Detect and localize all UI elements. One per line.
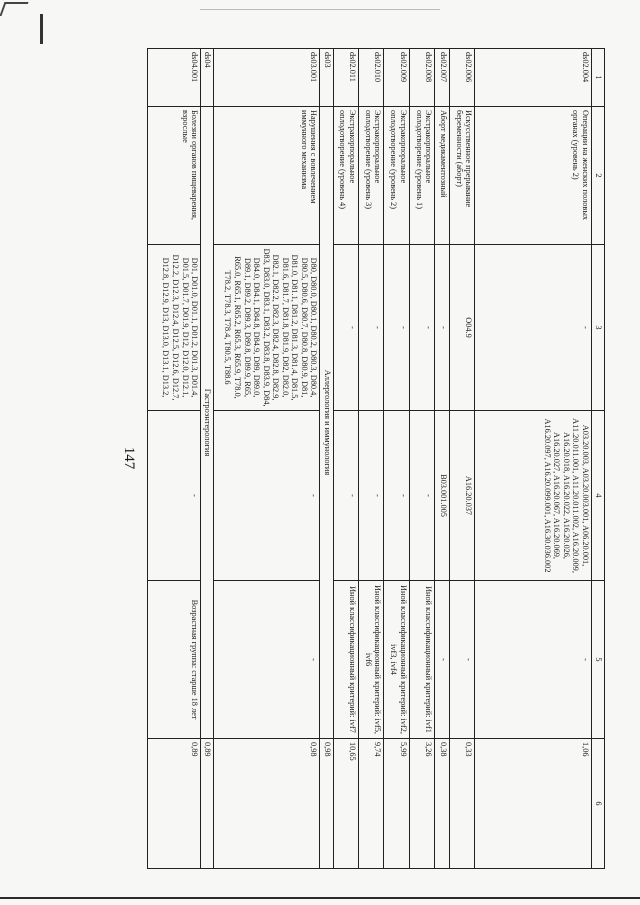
row-services: -: [214, 411, 320, 581]
row-code: ds02.009: [384, 49, 409, 107]
row-services: A16.20.037: [450, 411, 475, 581]
row-code: ds03.001: [214, 49, 320, 107]
row-diagnosis: O04.9: [450, 245, 475, 411]
row-coefficient: 0,33: [450, 739, 475, 869]
row-coefficient: 3,26: [409, 739, 434, 869]
row-code: ds02.008: [409, 49, 434, 107]
row-name: Операции на женских половых органах (уровень 2): [475, 107, 592, 245]
table-row: [214, 49, 320, 869]
row-diagnosis: -: [358, 245, 383, 411]
table-row: [333, 49, 358, 869]
page-number: 147: [121, 446, 137, 470]
column-header: 6: [592, 739, 605, 869]
row-coefficient: 9,74: [358, 739, 383, 869]
section-coefficient: 0,98: [320, 739, 333, 869]
row-services: -: [384, 411, 409, 581]
row-other-criteria: Иной классификационный критерий: ivf2, ivf3, ivf4: [384, 581, 409, 739]
row-other-criteria: -: [450, 581, 475, 739]
row-coefficient: 0,89: [148, 739, 201, 869]
section-row: [320, 49, 333, 869]
column-header: 2: [592, 107, 605, 245]
row-code: ds02.007: [435, 49, 450, 107]
section-title: Аллергология и иммунология: [320, 107, 333, 739]
row-code: ds04.001: [148, 49, 201, 107]
section-code: ds04: [201, 49, 214, 107]
row-diagnosis: -: [435, 245, 450, 411]
rotated-document-page: [45, 48, 605, 868]
table-row: [450, 49, 475, 869]
row-services: -: [148, 411, 201, 581]
tariff-table: [147, 48, 605, 869]
row-diagnosis: D01, D01.0, D01.1, D01.2, D01.3, D01.4, D01.5, D01.7, D01.9, D12, D12.0, D12.1, D12.2, D12.3, D12.4, D12.5, D12.6, D12.7, D12.8, D12.9, D13, D13.0, D13.1, D13.2,: [148, 245, 201, 411]
scan-edge-line: [200, 9, 440, 10]
row-name: Аборт медикаментозный: [435, 107, 450, 245]
row-other-criteria: -: [475, 581, 592, 739]
table-row: [475, 49, 592, 869]
row-name: Экстракорпоральное оплодотворение (уровень 3): [358, 107, 383, 245]
row-code: ds02.004: [475, 49, 592, 107]
row-other-criteria: Иной классификационный критерий: ivf7: [333, 581, 358, 739]
row-services: B03.001.005: [435, 411, 450, 581]
row-other-criteria: Возрастная группа: старше 18 лет: [148, 581, 201, 739]
scan-corner-mark: [0, 2, 29, 16]
row-diagnosis: -: [333, 245, 358, 411]
row-diagnosis: -: [475, 245, 592, 411]
row-coefficient: 10,65: [333, 739, 358, 869]
section-row: [201, 49, 214, 869]
row-services: -: [333, 411, 358, 581]
row-coefficient: 0,38: [435, 739, 450, 869]
table-row: [409, 49, 434, 869]
section-title: Гастроэнтерология: [201, 107, 214, 739]
row-diagnosis: -: [384, 245, 409, 411]
row-name: Нарушения с вовлечением иммунного механизма: [214, 107, 320, 245]
row-name: Экстракорпоральное оплодотворение (уровень 2): [384, 107, 409, 245]
row-other-criteria: -: [214, 581, 320, 739]
row-other-criteria: Иной классификационный критерий: ivf5, ivf6: [358, 581, 383, 739]
row-services: -: [409, 411, 434, 581]
table-row: [358, 49, 383, 869]
scan-binding-mark: [40, 14, 43, 44]
section-code: ds03: [320, 49, 333, 107]
row-name: Экстракорпоральное оплодотворение (уровень 1): [409, 107, 434, 245]
row-other-criteria: Иной классификационный критерий: ivf1: [409, 581, 434, 739]
row-diagnosis: -: [409, 245, 434, 411]
row-name: Болезни органов пищеварения, взрослые: [148, 107, 201, 245]
row-code: ds02.010: [358, 49, 383, 107]
row-other-criteria: -: [435, 581, 450, 739]
row-name: Искусственное прерывание беременности (аборт): [450, 107, 475, 245]
row-code: ds02.006: [450, 49, 475, 107]
table-header-row: [592, 49, 605, 869]
column-header: 5: [592, 581, 605, 739]
row-diagnosis: D80, D80.0, D80.1, D80.2, D80.3, D80.4, D80.5, D80.6, D80.7, D80.8, D80.9, D81, D81.0, D81.1, D81.2, D81.3, D81.4, D81.5, D81.6, D81.7, D81.8, D81.9, D82, D82.0, D82.1, D82.2, D82.3, D82.4, D82.8, D82.9, D83, D83.0, D83.1, D83.2, D83.8, D83.9, D84, D84.0, D84.1, D84.8, D84.9, D89, D89.0, D89.1, D89.2, D89.3, D89.8, D89.9, R65, R65.0, R65.1, R65.2, R65.3, R65.9, T78.0, T78.2, T78.3, T78.4, T80.5, T88.6: [214, 245, 320, 411]
row-services: A03.20.003, A03.20.003.001, A06.20.001, A11.20.011.001, A11.20.011.002, A16.20.009, A16.20.018, A16.20.022, A16.20.026, A16.20.027, A16.20.067, A16.20.069, A16.20.097, A16.20.099.001, A16.30.036.002: [475, 411, 592, 581]
column-header: 3: [592, 245, 605, 411]
table-row: [435, 49, 450, 869]
row-name: Экстракорпоральное оплодотворение (уровень 4): [333, 107, 358, 245]
column-header: 4: [592, 411, 605, 581]
section-coefficient: 0,89: [201, 739, 214, 869]
column-header: 1: [592, 49, 605, 107]
row-coefficient: 0,98: [214, 739, 320, 869]
table-row: [384, 49, 409, 869]
row-code: ds02.011: [333, 49, 358, 107]
row-services: -: [358, 411, 383, 581]
scan-bottom-edge: [0, 897, 640, 899]
row-coefficient: 5,99: [384, 739, 409, 869]
table-row: [148, 49, 201, 869]
row-coefficient: 1,06: [475, 739, 592, 869]
